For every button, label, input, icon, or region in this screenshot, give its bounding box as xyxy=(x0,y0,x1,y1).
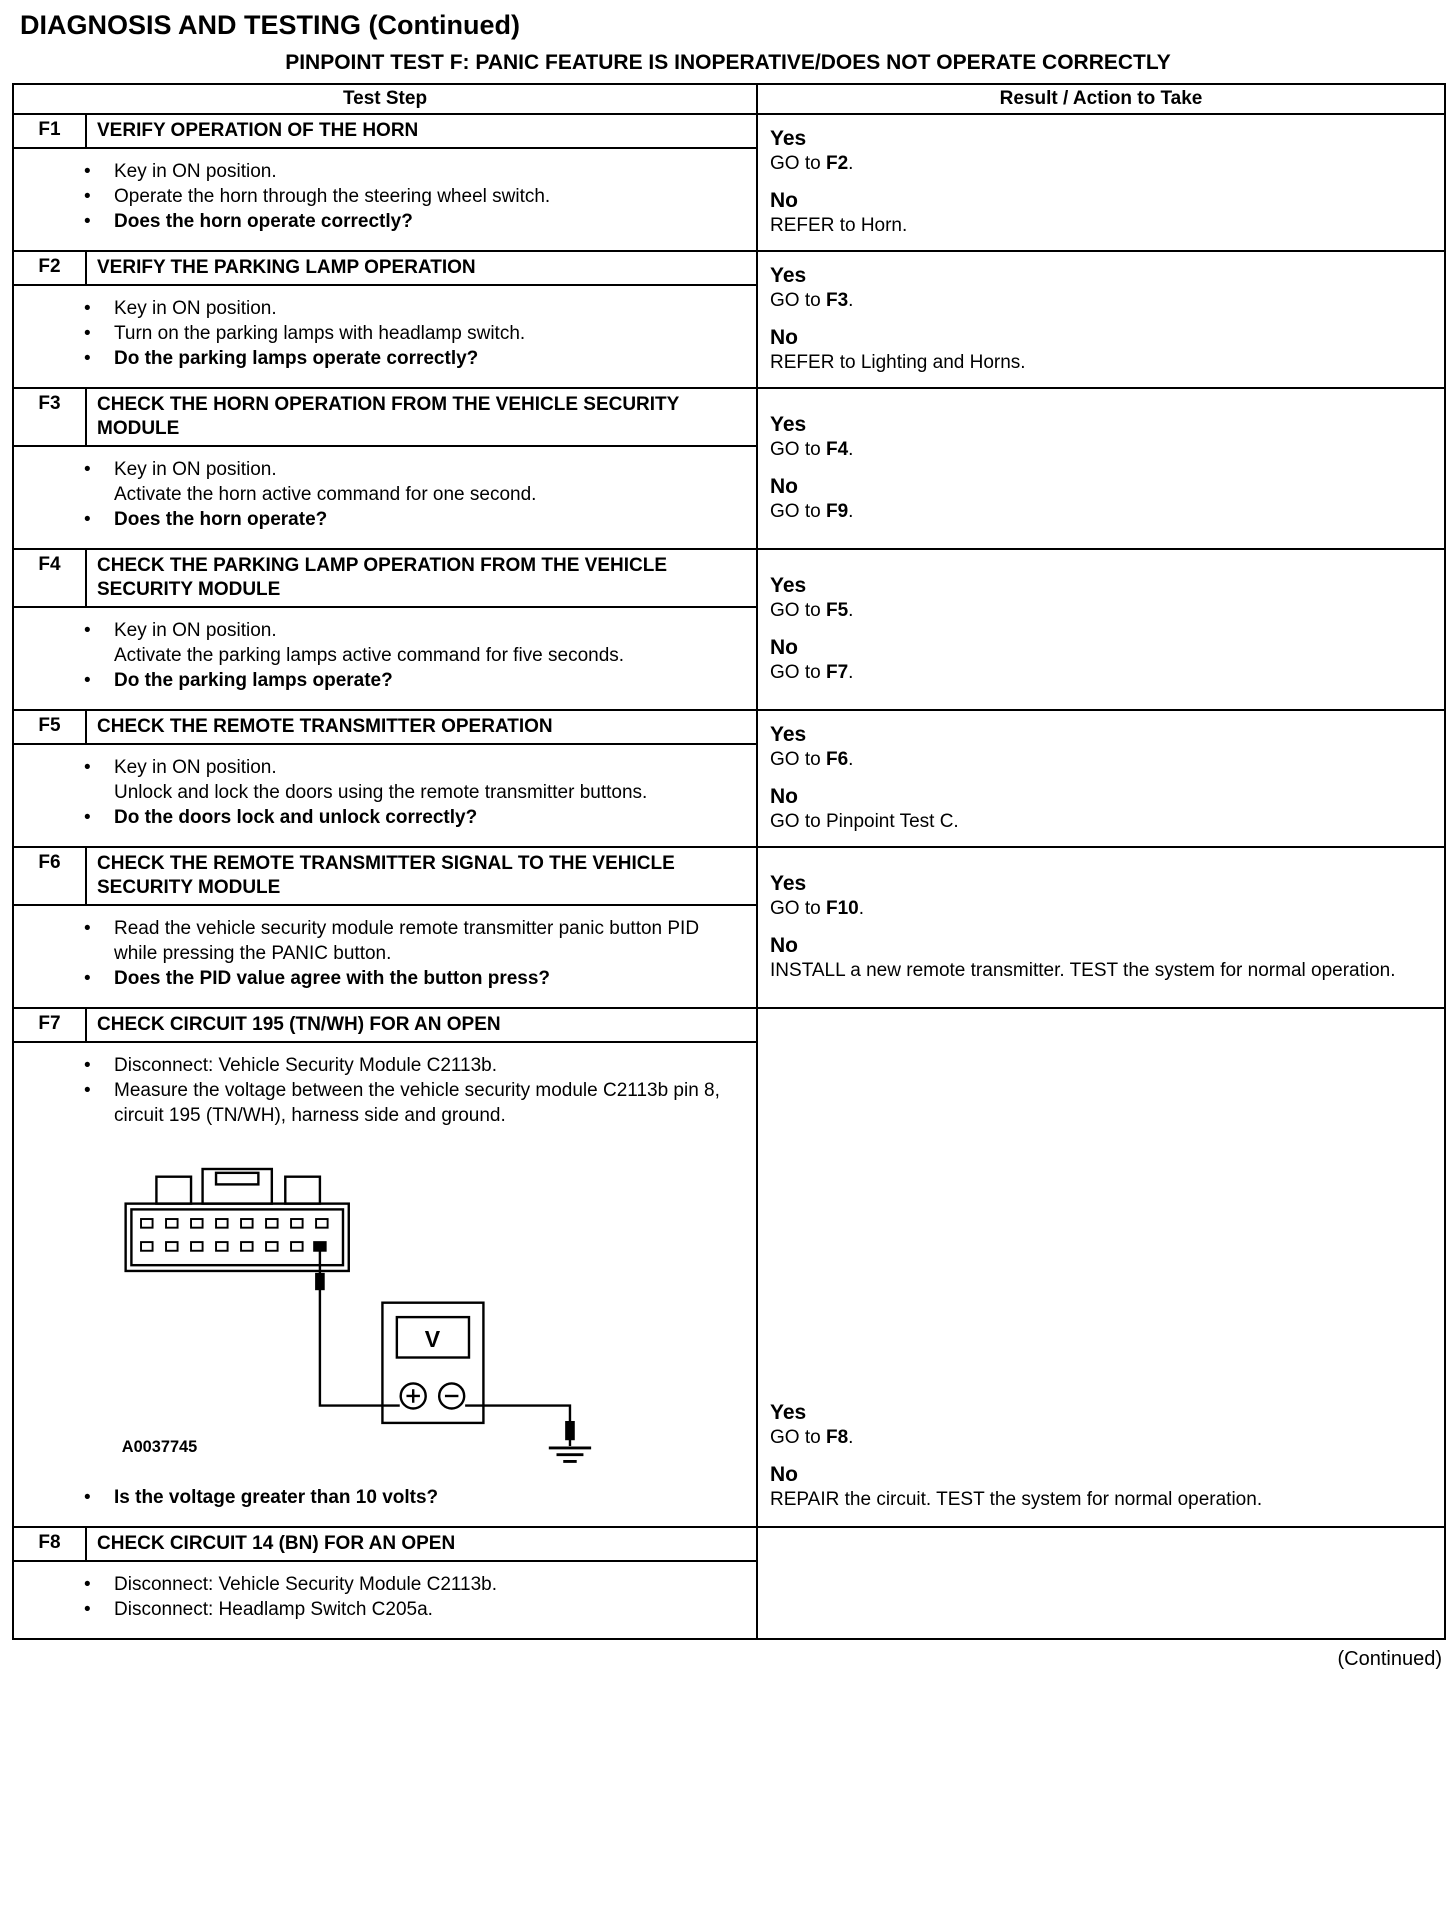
step-body xyxy=(13,446,757,549)
step-title: VERIFY THE PARKING LAMP OPERATION xyxy=(86,251,757,285)
step-item xyxy=(84,507,742,532)
step-item xyxy=(84,482,742,507)
step-id: F5 xyxy=(13,710,86,744)
step-id: F7 xyxy=(13,1008,86,1042)
result-action-text: GO to xyxy=(770,748,826,770)
step-item-text: Activate the horn active command for one second. xyxy=(114,484,537,505)
result-action-text: F3 xyxy=(825,289,849,311)
step-title: CHECK THE REMOTE TRANSMITTER OPERATION xyxy=(86,710,757,744)
step-item-text: Operate the horn through the steering wheel switch. xyxy=(114,186,551,207)
step-header-row xyxy=(13,549,1445,607)
step-item-text: Do the parking lamps operate? xyxy=(114,670,393,691)
result-action-text: REFER to Horn. xyxy=(770,214,908,236)
bullet-marker: • xyxy=(84,918,91,939)
wire-to-ground xyxy=(465,1406,570,1446)
result-group xyxy=(770,871,1432,921)
result-label: Yes xyxy=(770,573,807,597)
result-action-text: . xyxy=(848,1427,854,1448)
bullet-marker: • xyxy=(84,298,91,319)
result-action-text: . xyxy=(848,438,854,460)
result-action-text: GO to Pinpoint Test C. xyxy=(770,810,959,832)
step-item-text: Do the doors lock and unlock correctly? xyxy=(114,807,478,828)
result-action-text: . xyxy=(848,289,854,311)
step-item-text: Disconnect: Vehicle Security Module C2113b. xyxy=(114,1055,498,1076)
bullet-marker: • xyxy=(84,757,91,778)
result-action xyxy=(770,896,1432,921)
result-cell xyxy=(757,114,1445,251)
result-action xyxy=(770,747,1432,772)
step-item xyxy=(84,1572,742,1597)
result-action-text: GO to xyxy=(770,661,826,683)
step-item xyxy=(84,643,742,668)
step-item-text: Read the vehicle security module remote transmitter panic button PID while pressing the PANIC button. xyxy=(114,918,700,964)
result-label: No xyxy=(770,784,799,808)
step-item-text: Disconnect: Vehicle Security Module C2113b. xyxy=(114,1574,498,1595)
result-group xyxy=(770,1400,1432,1450)
step-id: F3 xyxy=(13,388,86,446)
step-title: CHECK CIRCUIT 14 (BN) FOR AN OPEN xyxy=(86,1527,757,1561)
result-action-text: GO to xyxy=(770,152,826,174)
step-item-text: Does the horn operate correctly? xyxy=(114,211,413,232)
bullet-marker: • xyxy=(84,968,91,989)
step-item-text: Is the voltage greater than 10 volts? xyxy=(114,1487,439,1508)
bullet-marker: • xyxy=(84,807,91,828)
wire-to-meter xyxy=(320,1251,400,1406)
result-label: No xyxy=(770,188,799,212)
result-cell xyxy=(757,549,1445,710)
result-action-text: REFER to Lighting and Horns. xyxy=(770,351,1026,373)
step-item xyxy=(84,184,742,209)
step-id: F1 xyxy=(13,114,86,148)
step-item-text: Key in ON position. xyxy=(114,161,277,182)
result-action xyxy=(770,660,1432,685)
bullet-marker xyxy=(84,780,114,805)
connector-pins-top xyxy=(141,1219,328,1228)
result-action-text: F9 xyxy=(825,500,849,522)
step-item xyxy=(84,346,742,371)
step-item-text: Disconnect: Headlamp Switch C205a. xyxy=(114,1599,433,1620)
result-group xyxy=(770,263,1432,313)
result-label: No xyxy=(770,635,799,659)
step-header-row xyxy=(13,1008,1445,1042)
step-item-text: Unlock and lock the doors using the remote transmitter buttons. xyxy=(114,782,648,803)
step-title: CHECK CIRCUIT 195 (TN/WH) FOR AN OPEN xyxy=(86,1008,757,1042)
step-title: CHECK THE REMOTE TRANSMITTER SIGNAL TO THE VEHICLE SECURITY MODULE xyxy=(86,847,757,905)
step-item xyxy=(84,1485,742,1510)
bullet-marker: • xyxy=(84,620,91,641)
step-item-text: Measure the voltage between the vehicle security module C2113b pin 8, circuit 195 (TN/WH), harness side and ground. xyxy=(114,1080,720,1126)
step-header-row xyxy=(13,251,1445,285)
step-item-text: Key in ON position. xyxy=(114,459,277,480)
step-item xyxy=(84,780,742,805)
result-cell xyxy=(757,710,1445,847)
bullet-marker: • xyxy=(84,1487,91,1508)
step-id: F2 xyxy=(13,251,86,285)
result-group xyxy=(770,188,1432,238)
step-id: F8 xyxy=(13,1527,86,1561)
result-label: Yes xyxy=(770,412,807,436)
bullet-marker: • xyxy=(84,161,91,182)
voltmeter-display: V xyxy=(424,1325,441,1352)
step-item xyxy=(84,159,742,184)
connector-pins-bottom xyxy=(141,1242,326,1251)
step-body xyxy=(13,1561,757,1639)
step-item-text: Key in ON position. xyxy=(114,298,277,319)
bullet-marker: • xyxy=(84,1080,91,1101)
result-action-text: GO to xyxy=(770,289,826,311)
step-item-text: Does the horn operate? xyxy=(114,509,328,530)
result-action xyxy=(770,809,1432,834)
result-label: No xyxy=(770,933,799,957)
result-label: No xyxy=(770,1463,799,1486)
result-action-text: GO to xyxy=(770,599,826,621)
result-action xyxy=(770,437,1432,462)
step-item xyxy=(84,618,742,643)
result-cell xyxy=(757,1008,1445,1527)
bullet-marker: • xyxy=(84,1055,91,1076)
pinpoint-test-table xyxy=(12,83,1446,1640)
step-header-row xyxy=(13,710,1445,744)
result-action xyxy=(770,350,1432,375)
figure-label: A0037745 xyxy=(121,1437,198,1456)
bullet-marker: • xyxy=(84,459,91,480)
result-action xyxy=(770,288,1432,313)
result-action-text: GO to xyxy=(770,438,826,460)
result-action-text: F2 xyxy=(825,152,849,174)
result-group xyxy=(770,784,1432,834)
step-item-text: Turn on the parking lamps with headlamp switch. xyxy=(114,323,526,344)
result-action-text: . xyxy=(848,599,854,621)
step-item xyxy=(84,755,742,780)
bullet-marker: • xyxy=(84,1574,91,1595)
bullet-marker xyxy=(84,482,114,507)
result-action-text: F6 xyxy=(825,748,849,770)
result-action-text: GO to xyxy=(770,897,826,919)
step-id: F6 xyxy=(13,847,86,905)
result-action xyxy=(770,1487,1432,1512)
step-item xyxy=(84,296,742,321)
result-action-text: . xyxy=(848,152,854,174)
result-group xyxy=(770,933,1432,983)
result-cell xyxy=(757,1527,1445,1639)
step-body xyxy=(13,905,757,1008)
connector-voltmeter-figure xyxy=(108,1144,742,1477)
result-group xyxy=(770,722,1432,772)
step-item-text: Does the PID value agree with the button press? xyxy=(114,968,551,989)
result-action xyxy=(770,499,1432,524)
page-subtitle: PINPOINT TEST F: PANIC FEATURE IS INOPERATIVE/DOES NOT OPERATE CORRECTLY xyxy=(285,51,1171,74)
step-body xyxy=(13,285,757,388)
step-title: CHECK THE PARKING LAMP OPERATION FROM THE VEHICLE SECURITY MODULE xyxy=(86,549,757,607)
wiring-diagram xyxy=(108,1144,628,1471)
result-label: Yes xyxy=(770,722,807,746)
step-item-text: Activate the parking lamps active command for five seconds. xyxy=(114,645,625,666)
step-header-row xyxy=(13,388,1445,446)
step-item xyxy=(84,1597,742,1622)
result-group xyxy=(770,1462,1432,1512)
step-item xyxy=(84,457,742,482)
result-label: No xyxy=(770,325,799,349)
result-group xyxy=(770,474,1432,524)
result-action-text: GO to xyxy=(770,500,826,522)
page-footer: (Continued) xyxy=(1337,1648,1442,1670)
step-item xyxy=(84,209,742,234)
result-label: Yes xyxy=(770,1401,807,1424)
result-label: No xyxy=(770,474,799,498)
step-item xyxy=(84,916,742,966)
step-item xyxy=(84,966,742,991)
step-body xyxy=(13,148,757,251)
result-action-text: . xyxy=(848,661,854,683)
step-body xyxy=(13,607,757,710)
step-title: CHECK THE HORN OPERATION FROM THE VEHICLE SECURITY MODULE xyxy=(86,388,757,446)
result-group xyxy=(770,412,1432,462)
result-label: Yes xyxy=(770,871,807,895)
page-title: DIAGNOSIS AND TESTING (Continued) xyxy=(20,10,520,40)
bullet-marker: • xyxy=(84,323,91,344)
result-action-text: F7 xyxy=(825,661,849,683)
step-item-text: Key in ON position. xyxy=(114,620,277,641)
step-item-text: Key in ON position. xyxy=(114,757,277,778)
step-body xyxy=(13,1042,757,1527)
result-group xyxy=(770,573,1432,623)
step-header-row xyxy=(13,114,1445,148)
result-action-text: . xyxy=(848,500,854,522)
result-cell xyxy=(757,388,1445,549)
bullet-marker: • xyxy=(84,509,91,530)
step-item-text: Do the parking lamps operate correctly? xyxy=(114,348,479,369)
result-action-text: F5 xyxy=(825,599,849,621)
step-item xyxy=(84,321,742,346)
bullet-marker: • xyxy=(84,186,91,207)
result-action-text: . xyxy=(848,748,854,770)
step-item xyxy=(84,1078,742,1128)
result-action-text: F10 xyxy=(825,897,859,919)
result-action-text: INSTALL a new remote transmitter. TEST the system for normal operation. xyxy=(770,959,1396,981)
bullet-marker: • xyxy=(84,348,91,369)
bullet-marker: • xyxy=(84,1599,91,1620)
result-action-text: . xyxy=(858,897,865,919)
result-label: Yes xyxy=(770,126,807,150)
step-item xyxy=(84,668,742,693)
result-group xyxy=(770,635,1432,685)
table-header-row xyxy=(13,84,1445,114)
step-id: F4 xyxy=(13,549,86,607)
result-action xyxy=(770,1425,1432,1450)
column-header-test-step: Test Step xyxy=(13,84,757,114)
result-action xyxy=(770,958,1432,983)
result-group xyxy=(770,126,1432,176)
step-header-row xyxy=(13,1527,1445,1561)
step-item xyxy=(84,1053,742,1078)
result-group xyxy=(770,325,1432,375)
result-action-text: F8 xyxy=(825,1427,849,1448)
step-item xyxy=(84,805,742,830)
result-action xyxy=(770,213,1432,238)
column-header-result: Result / Action to Take xyxy=(757,84,1445,114)
bullet-marker: • xyxy=(84,211,91,232)
result-cell xyxy=(757,251,1445,388)
result-action-text: GO to xyxy=(770,1427,826,1448)
bullet-marker xyxy=(84,643,114,668)
result-action-text: REPAIR the circuit. TEST the system for normal operation. xyxy=(770,1489,1263,1510)
result-action xyxy=(770,598,1432,623)
result-label: Yes xyxy=(770,263,807,287)
step-body xyxy=(13,744,757,847)
pinpoint-table-body xyxy=(13,114,1445,1639)
bullet-marker: • xyxy=(84,670,91,691)
result-cell xyxy=(757,847,1445,1008)
step-title: VERIFY OPERATION OF THE HORN xyxy=(86,114,757,148)
result-action xyxy=(770,151,1432,176)
result-action-text: F4 xyxy=(825,438,849,460)
step-header-row xyxy=(13,847,1445,905)
